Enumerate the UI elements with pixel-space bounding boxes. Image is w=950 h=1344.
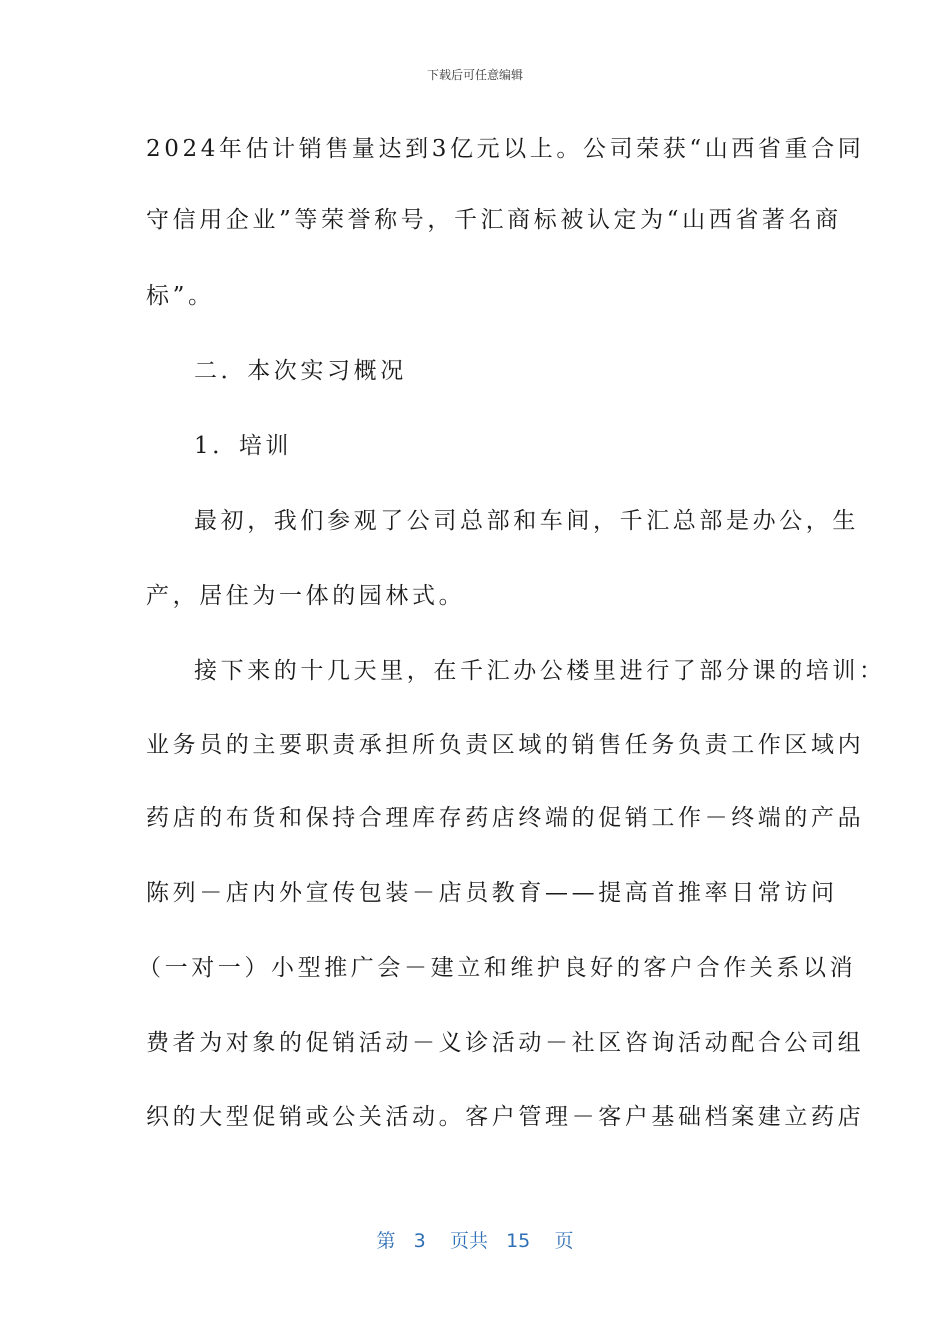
body-line-10: 药店的布货和保持合理库存药店终端的促销工作－终端的产品 [146,805,865,831]
body-line-1: 2024年估计销售量达到3亿元以上。公司荣获“山西省重合同 [146,136,865,162]
footer-middle: 页共 [449,1230,488,1252]
body-line-14: 织的大型促销或公关活动。客户管理－客户基础档案建立药店 [146,1104,865,1130]
section-heading: 二．本次实习概况 [194,358,407,384]
body-line-2: 守信用企业”等荣誉称号，千汇商标被认定为“山西省著名商 [146,207,842,233]
body-line-9: 业务员的主要职责承担所负责区域的销售任务负责工作区域内 [146,732,865,758]
body-line-3: 标”。 [146,283,215,309]
page-footer [0,1226,950,1253]
body-line-13: 费者为对象的促销活动－义诊活动－社区咨询活动配合公司组 [146,1030,865,1056]
footer-suffix: 页 [554,1230,574,1252]
footer-total-pages: 15 [506,1230,531,1252]
header-note: 下载后可任意编辑 [426,68,523,82]
body-line-11: 陈列－店内外宣传包装－店员教育——提高首推率日常访问 [146,880,838,906]
footer-page-number: 3 [413,1230,426,1252]
subsection-heading: 1．培训 [194,433,293,459]
body-line-12: （一对一）小型推广会－建立和维护良好的客户合作关系以消 [138,955,857,981]
body-line-6: 最初，我们参观了公司总部和车间，千汇总部是办公，生 [194,508,859,534]
body-line-7: 产，居住为一体的园林式。 [146,583,466,609]
body-line-8: 接下来的十几天里，在千汇办公楼里进行了部分课的培训： [194,658,886,684]
footer-prefix: 第 [376,1230,396,1252]
